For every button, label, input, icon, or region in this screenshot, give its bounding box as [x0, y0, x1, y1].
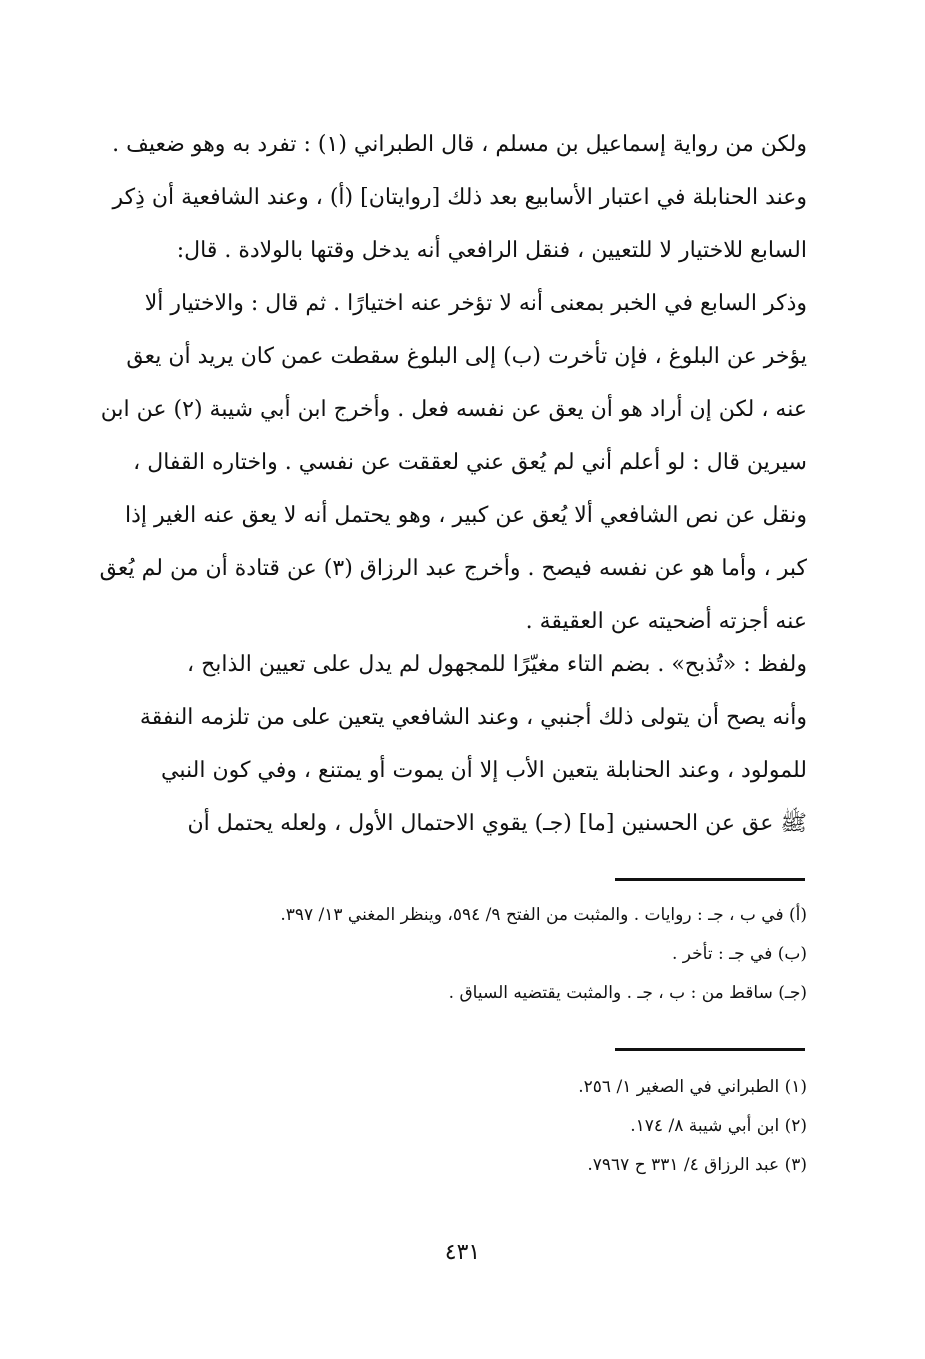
text-line: كبر ، وأما هو عن نفسه فيصح . وأخرج عبد الرزاق (٣) عن قتادة أن من لم يُعق [99, 556, 807, 581]
variant-note: (أ) في ب ، جـ : روايات . والمثبت من الفتح ٩/ ٥٩٤، وينظر المغني ١٣/ ٣٩٧. [280, 905, 807, 925]
text-line: سيرين قال : لو أعلم أني لم يُعق عني لعققت عن نفسي . واختاره القفال ، [133, 450, 807, 475]
text-line: يؤخر عن البلوغ ، فإن تأخرت (ب) إلى البلوغ سقطت عمن كان يريد أن يعق [126, 344, 807, 369]
main-paragraph-2 [117, 638, 807, 850]
footnotes-divider [615, 1048, 805, 1051]
footnote: (٢) ابن أبي شيبة ٨/ ١٧٤. [630, 1116, 807, 1136]
text-line: وعند الحنابلة في اعتبار الأسابيع بعد ذلك [روايتان] (أ) ، وعند الشافعية أن ذِكر [112, 185, 807, 210]
text-line: ﷺ عق عن الحسنين [ما] (جـ) يقوي الاحتمال الأول ، ولعله يحتمل أن [187, 811, 807, 836]
variant-note: (جـ) ساقط من : ب ، جـ . والمثبت يقتضيه السياق . [448, 983, 807, 1003]
footnotes [117, 1068, 807, 1185]
footnote: (٣) عبد الرزاق ٤/ ٣٣١ ح ٧٩٦٧. [587, 1155, 807, 1175]
variant-note: (ب) في جـ : تأخر . [671, 944, 807, 964]
main-paragraph-1 [99, 118, 807, 648]
page-number: ٤٣١ [444, 1240, 481, 1265]
variant-notes [117, 896, 807, 1013]
variants-divider [615, 878, 805, 881]
text-line: ولفظ : «تُذبح» . بضم التاء مغيّرًا للمجهول لم يدل على تعيين الذابح ، [186, 652, 807, 677]
text-line: السابع للاختيار لا للتعيين ، فنقل الرافعي أنه يدخل وقتها بالولادة . قال: [176, 238, 807, 263]
text-line: وذكر السابع في الخبر بمعنى أنه لا تؤخر عنه اختيارًا . ثم قال : والاختيار ألا [144, 291, 807, 316]
text-line: عنه ، لكن إن أراد هو أن يعق عن نفسه فعل . وأخرج ابن أبي شيبة (٢) عن ابن [100, 397, 807, 422]
text-line: ونقل عن نص الشافعي ألا يُعق عن كبير ، وهو يحتمل أنه لا يعق عنه الغير إذا [125, 503, 807, 528]
text-line: عنه أجزته أضحيته عن العقيقة . [525, 609, 807, 634]
footnote: (١) الطبراني في الصغير ١/ ٢٥٦. [578, 1077, 807, 1097]
text-line: للمولود ، وعند الحنابلة يتعين الأب إلا أن يموت أو يمتنع ، وفي كون النبي [161, 758, 807, 783]
text-line: وأنه يصح أن يتولى ذلك أجنبي ، وعند الشافعي يتعين على من تلزمه النفقة [139, 705, 807, 730]
text-line: ولكن من رواية إسماعيل بن مسلم ، قال الطبراني (١) : تفرد به وهو ضعيف . [112, 132, 807, 157]
